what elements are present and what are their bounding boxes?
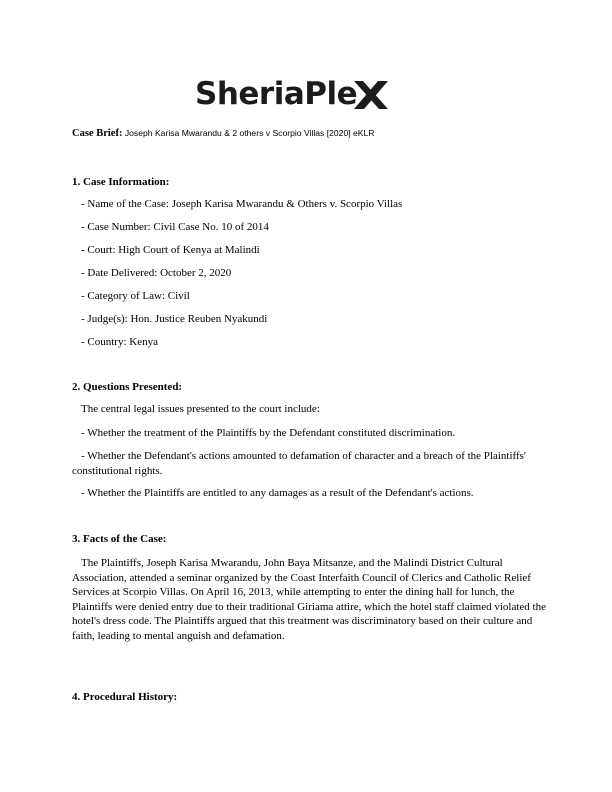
case-brief-line: [72, 128, 375, 139]
judges-item: - Judge(s): Hon. Justice Reuben Nyakundi: [81, 313, 268, 325]
date-delivered-item: - Date Delivered: October 2, 2020: [81, 267, 232, 279]
logo-x-mark-icon: [354, 80, 390, 110]
court-item: - Court: High Court of Kenya at Malindi: [81, 244, 260, 256]
category-of-law-item: - Category of Law: Civil: [81, 290, 190, 302]
case-number-item: - Case Number: Civil Case No. 10 of 2014: [81, 221, 269, 233]
case-name-item: - Name of the Case: Joseph Karisa Mwarandu & Others v. Scorpio Villas: [81, 198, 403, 210]
case-brief-label: Case Brief:: [72, 128, 123, 139]
question-item-defamation: - Whether the Defendant's actions amounted to defamation of character and a breach of the Plaintiffs' constitutional rights.: [72, 450, 526, 477]
country-item: - Country: Kenya: [81, 336, 158, 348]
questions-presented-heading: 2. Questions Presented:: [72, 381, 183, 393]
logo-wordmark: SheriaPle: [195, 75, 358, 112]
sheriaplex-logo: [195, 75, 390, 112]
facts-heading: 3. Facts of the Case:: [72, 533, 167, 545]
case-brief-title: Joseph Karisa Mwarandu & 2 others v Scorpio Villas [2020] eKLR: [124, 128, 375, 138]
facts-paragraph: The Plaintiffs, Joseph Karisa Mwarandu, John Baya Mitsanze, and the Malindi District Cultural Association, attended a seminar organized by the Coast Interfaith Council of Clerics and Catholic Relief Services at Scorpio Villas. On April 16, 2013, while attempting to enter the dining hall for lunch, the Plaintiffs were denied entry due to their traditional Giriama attire, which the hotel staff claimed violated the hotel's dress code. The Plaintiffs argued that this treatment was discriminatory based on their culture and faith, leading to mental anguish and defamation.: [72, 557, 546, 642]
case-information-heading: 1. Case Information:: [72, 176, 170, 188]
question-item-damages: - Whether the Plaintiffs are entitled to any damages as a result of the Defendant's actions.: [81, 487, 474, 499]
question-item-discrimination: - Whether the treatment of the Plaintiffs by the Defendant constituted discrimination.: [81, 427, 456, 439]
questions-intro: The central legal issues presented to the court include:: [81, 403, 320, 415]
procedural-history-heading: 4. Procedural History:: [72, 691, 178, 703]
